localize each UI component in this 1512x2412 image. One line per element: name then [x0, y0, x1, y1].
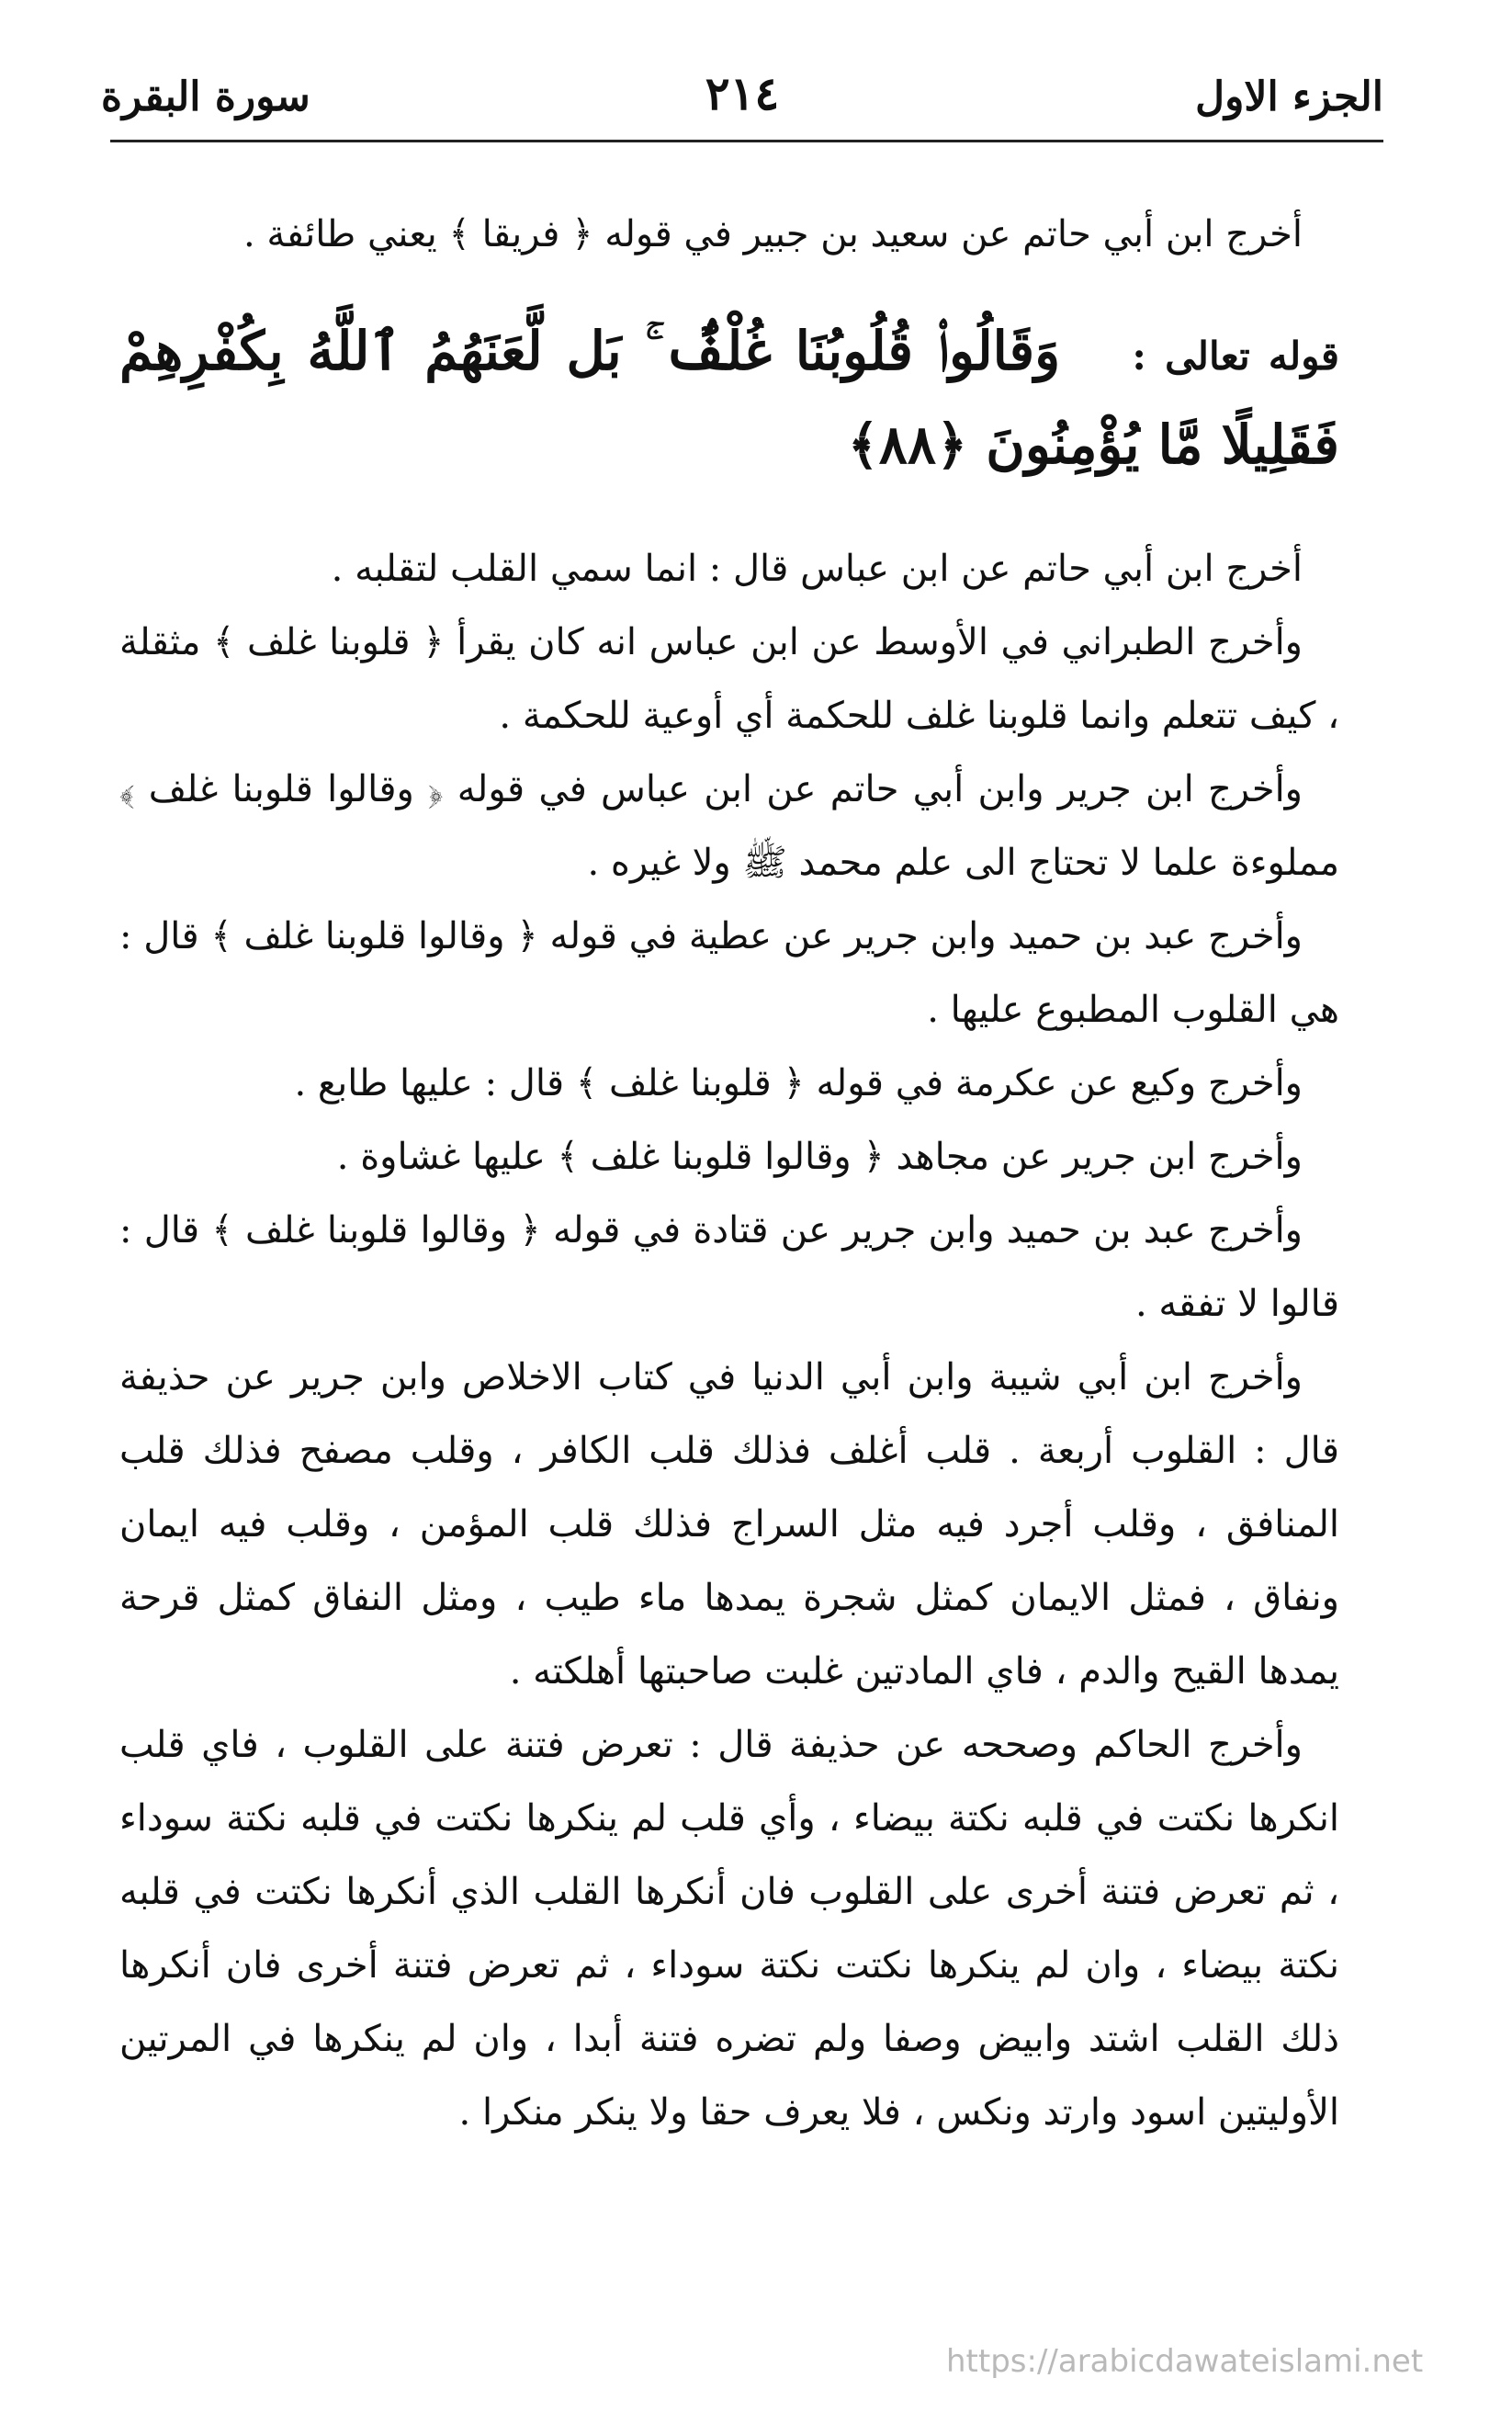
- paragraph-3: وأخرج الطبراني في الأوسط عن ابن عباس انه كان يقرأ ﴿ قلوبنا غلف ﴾ مثقلة ، كيف تتعلم وانما قلوبنا غلف للحكمة أي أوعية للحكمة .: [119, 621, 1339, 737]
- paragraph-5: وأخرج عبد بن حميد وابن جرير عن عطية في قوله ﴿ وقالوا قلوبنا غلف ﴾ قال : هي القلوب المطبوع عليها .: [119, 915, 1339, 1031]
- running-header: [101, 61, 1383, 125]
- paragraph-10: وأخرج الحاكم وصححه عن حذيفة قال : تعرض فتنة على القلوب ، فاي قلب انكرها نكتت في قلبه نكتة بيضاء ، وأي قلب لم ينكرها نكتت في قلبه نكتة سوداء ، ثم تعرض فتنة أخرى على القلوب فان أنكرها القلب الذي أنكرها نكتت في قلبه نكتة بيضاء ، وان لم ينكرها نكتت نكتة سوداء ، ثم تعرض فتنة أخرى فان أنكرها ذلك القلب اشتد وابيض وصفا ولم تضره فتنة أبدا ، وان لم ينكرها في المرتين الأوليتين اسود وارتد ونكس ، فلا يعرف حقا ولا ينكر منكرا .: [119, 1724, 1340, 2134]
- paragraph-7: وأخرج ابن جرير عن مجاهد ﴿ وقالوا قلوبنا غلف ﴾ عليها غشاوة .: [336, 1136, 1303, 1178]
- quran-verse-block: [119, 308, 1339, 495]
- header-divider: [110, 140, 1383, 142]
- paragraph-2: أخرج ابن أبي حاتم عن ابن عباس قال : انما سمي القلب لتقلبه .: [331, 548, 1303, 590]
- paragraph-9: وأخرج ابن أبي شيبة وابن أبي الدنيا في كتاب الاخلاص وابن جرير عن حذيفة قال : القلوب أربعة . قلب أغلف فذلك قلب الكافر ، وقلب مصفح فذلك قلب المنافق ، وقلب أجرد فيه مثل السراج فذلك قلب المؤمن ، وقلب فيه ايمان ونفاق ، فمثل الايمان كمثل شجرة يمدها ماء طيب ، ومثل النفاق كمثل قرحة يمدها القيح والدم ، فاي المادتين غلبت صاحبتها أهلكته .: [119, 1356, 1339, 1693]
- page-body: [119, 198, 1339, 2149]
- verse-text: وَقَالُوا۟ قُلُوبُنَا غُلْفٌۢ ۚ بَل لَّعَنَهُمُ ٱللَّهُ بِكُفْرِهِمْ فَقَلِيلًا مَّا يُؤْمِنُونَ ﴿٨٨﴾: [119, 320, 1339, 476]
- surah-name: سورة البقرة: [101, 74, 310, 120]
- volume-label: الجزء الاول: [1195, 74, 1383, 120]
- paragraph-6: وأخرج وكيع عن عكرمة في قوله ﴿ قلوبنا غلف ﴾ قال : عليها طابع .: [294, 1062, 1303, 1104]
- page-number: ٢١٤: [705, 66, 780, 120]
- verse-intro: قوله تعالى :: [1132, 334, 1340, 379]
- paragraph-1: أخرج ابن أبي حاتم عن سعيد بن جبير في قوله ﴿ فريقا ﴾ يعني طائفة .: [243, 213, 1303, 255]
- paragraph-8: وأخرج عبد بن حميد وابن جرير عن قتادة في قوله ﴿ وقالوا قلوبنا غلف ﴾ قال : قالوا لا تفقه .: [119, 1209, 1339, 1325]
- paragraph-4: وأخرج ابن جرير وابن أبي حاتم عن ابن عباس في قوله ﴿ وقالوا قلوبنا غلف ﴾ مملوءة علما لا تحتاج الى علم محمد ﷺ ولا غيره .: [119, 768, 1339, 884]
- site-watermark: https://arabicdawateislami.net: [946, 2343, 1424, 2380]
